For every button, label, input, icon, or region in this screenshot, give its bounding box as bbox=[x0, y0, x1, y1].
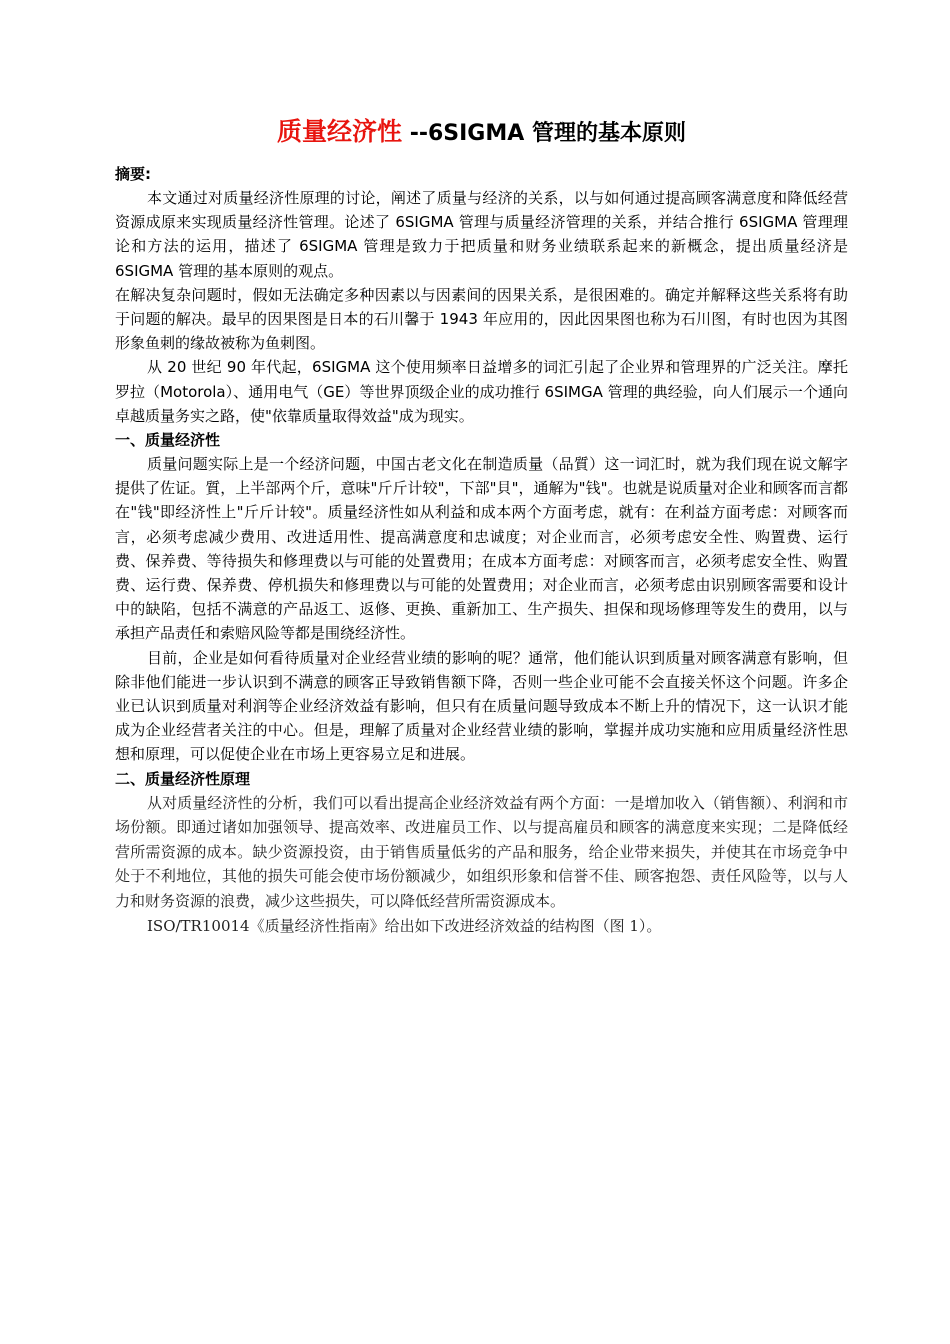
document-title bbox=[115, 112, 848, 154]
title-subtitle: --6SIGMA 管理的基本原则 bbox=[402, 121, 686, 146]
principle-paragraph: 从对质量经济性的分析，我们可以看出提高企业经济效益有两个方面：一是增加收入（销售额）、利润和市场份额。即通过诸如加强领导、提高效率、改进雇员工作、以与提高雇员和顾客的满意度来实现；二是降低经营所需资源的成本。缺少资源投资，由于销售质量低劣的产品和服务，给企业带来损失，并使其在市场竞争中处于不利地位，其他的损失可能会使市场份额减少，如组织形象和信誉不佳、顾客抱怨、责任风险等，以与人力和财务资源的浪费，减少这些损失，可以降低经营所需资源成本。 bbox=[115, 793, 848, 911]
section-heading-1: 一、质量经济性 bbox=[115, 431, 221, 450]
sigma-history-paragraph: 从 20 世纪 90 年代起，6SIGMA 这个使用频率日益增多的词汇引起了企业界和管理界的广泛关注。摩托罗拉（Motorola）、通用电气（GE）等世界顶级企业的成功推行 6SIMGA 管理的典经验，向人们展示一个通向卓越质量务实之路，使"依靠质量取得效益"成为现实。 bbox=[115, 358, 848, 425]
iso-paragraph: ISO/TR10014《质量经济性指南》给出如下改进经济效益的结构图（图 1）。 bbox=[147, 916, 662, 935]
fishbone-paragraph: 在解决复杂问题时，假如无法确定多种因素以与因素间的因果关系，是很困难的。确定并解释这些关系将有助于问题的解决。最早的因果图是日本的石川馨于 1943 年应用的，因此因果图也称为石川图，有时也因为其图形象鱼刺的缘故被称为鱼刺图。 bbox=[115, 285, 848, 353]
document-page bbox=[115, 112, 848, 938]
abstract-paragraph: 本文通过对质量经济性原理的讨论，阐述了质量与经济的关系，以与如何通过提高顾客满意度和降低经营资源成原来实现质量经济性管理。论述了 6SIGMA 管理与质量经济管理的关系，并结合推行 6SIGMA 管理理论和方法的运用，描述了 6SIGMA 管理是致力于把质量和财务业绩联系起来的新概念，提出质量经济是 6SIGMA 管理的基本原则的观点。 bbox=[115, 189, 848, 280]
title-main: 质量经济性 bbox=[277, 117, 403, 146]
quality-economics-paragraph: 质量问题实际上是一个经济问题，中国古老文化在制造质量（品質）这一词汇时，就为我们现在说文解字提供了佐证。質，上半部两个斤，意味"斤斤计较"，下部"貝"，通解为"钱"。也就是说质量对企业和顾客而言都在"钱"即经济性上"斤斤计较"。质量经济性如从利益和成本两个方面考虑，就有：在利益方面考虑：对顾客而言，必须考虑减少费用、改进适用性、提高满意度和忠诚度；对企业而言，必须考虑安全性、购置费、运行费、保养费、等待损失和修理费以与可能的处置费用；在成本方面考虑：对顾客而言，必须考虑安全性、购置费、运行费、保养费、停机损失和修理费以与可能的处置费用；对企业而言，必须考虑由识别顾客需要和设计中的缺陷，包括不满意的产品返工、返修、更换、重新加工、生产损失、担保和现场修理等发生的费用，以与承担产品责任和索赔风险等都是围绕经济性。 bbox=[115, 455, 848, 643]
abstract-label: 摘要: bbox=[115, 165, 151, 183]
section-heading-2: 二、质量经济性原理 bbox=[115, 769, 251, 788]
business-performance-paragraph: 目前，企业是如何看待质量对企业经营业绩的影响的呢？通常，他们能认识到质量对顾客满意有影响，但除非他们能进一步认识到不满意的顾客正导致销售额下降，否则一些企业可能不会直接关怀这个问题。许多企业已认识到质量对利润等企业经济效益有影响，但只有在质量问题导致成本不断上升的情况下，这一认识才能成为企业经营者关注的中心。但是，理解了质量对企业经营业绩的影响，掌握并成功实施和应用质量经济性思想和原理，可以促使企业在市场上更容易立足和进展。 bbox=[115, 648, 848, 764]
